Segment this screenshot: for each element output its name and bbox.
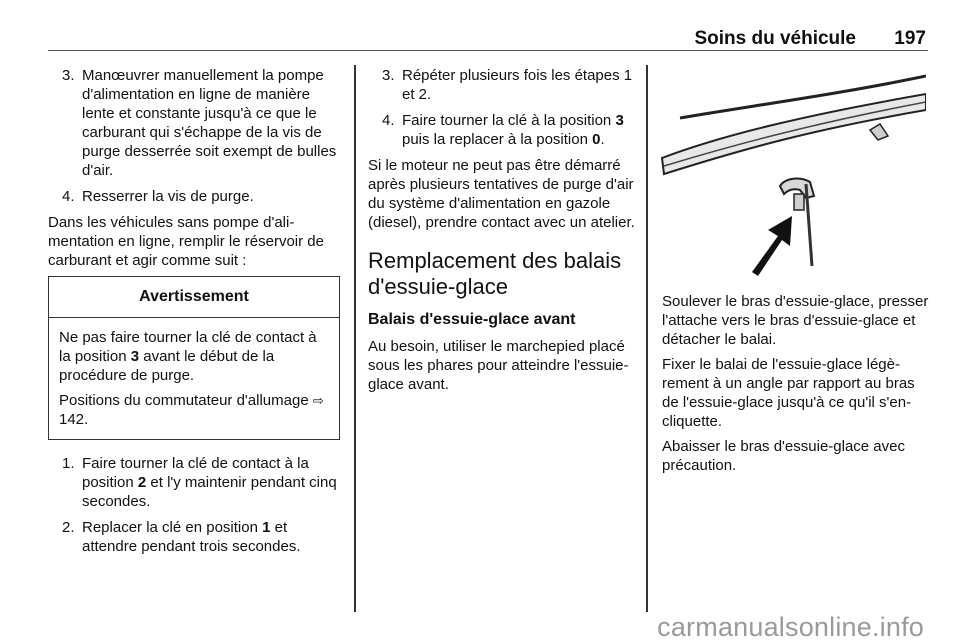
- body-paragraph: Si le moteur ne peut pas être démarré après plusieurs tentatives de purge d'air du système d'alimentation en gazole (diesel), prendre contact avec un atelier.: [368, 157, 635, 231]
- body-paragraph: Soulever le bras d'essuie-glace, presser l'attache vers le bras d'essuie-glace et détacher le balai.: [662, 293, 929, 348]
- body-paragraph: Fixer le balai de l'essuie-glace légèrement à un angle par rapport au bras de l'essuie-glace jusqu'à ce qu'il s'encliquette.: [662, 356, 915, 430]
- column-middle: [368, 66, 636, 400]
- warning-body: Ne pas faire tourner la clé de contact à la position 3 avant le début de la procédure de purge. Positions du commutateur d'allumage ⇨ 142.: [59, 329, 324, 428]
- cross-reference-arrow-icon: ⇨: [312, 393, 324, 408]
- list-item: 4. Faire tourner la clé à la position 3 puis la replacer à la position 0.: [382, 112, 624, 148]
- cross-reference-link[interactable]: 142.: [59, 411, 89, 428]
- list-item: 3. Répéter plusieurs fois les étapes 1 et 2.: [382, 67, 633, 103]
- warning-title: Avertissement: [49, 277, 339, 318]
- column-left: [48, 66, 340, 563]
- column-right: [662, 292, 930, 481]
- list-item: 1. Faire tourner la clé de contact à la position 2 et l'y maintenir pendant cinq secondes.: [62, 455, 337, 510]
- page-header: [48, 0, 928, 51]
- wiper-illustration: [660, 66, 926, 276]
- column-divider-1: [354, 65, 356, 612]
- page-number: 197: [894, 28, 926, 49]
- step-list-continued: [368, 66, 636, 149]
- body-paragraph: Au besoin, utiliser le marchepied placé sous les phares pour atteindre l'essuie-glace avant.: [368, 338, 629, 393]
- warning-box: [48, 276, 340, 440]
- watermark: carmanualsonline.info: [657, 612, 924, 642]
- list-item: 3. Manœuvrer manuellement la pompe d'alimentation en ligne de manière lente et constante jusqu'à ce que le carburant qui s'échappe de la vis de purge desserrée soit exempt de bulles d'air.: [62, 67, 337, 179]
- list-item: 4. Resserrer la vis de purge.: [62, 188, 254, 205]
- subsection-heading: Balais d'essuie-glace avant: [368, 311, 576, 328]
- section-title: Soins du véhicule: [694, 28, 856, 49]
- body-paragraph: Abaisser le bras d'essuie-glace avec précaution.: [662, 438, 905, 474]
- step-list: [48, 454, 340, 556]
- column-divider-2: [646, 65, 648, 612]
- body-paragraph: Dans les véhicules sans pompe d'alimentation en ligne, remplir le réservoir de carburant et agir comme suit :: [48, 214, 324, 269]
- list-item: 2. Replacer la clé en position 1 et attendre pendant trois secondes.: [62, 519, 301, 555]
- section-heading: Remplacement des balais d'essuie-glace: [368, 248, 622, 299]
- step-list-continued: [48, 66, 340, 206]
